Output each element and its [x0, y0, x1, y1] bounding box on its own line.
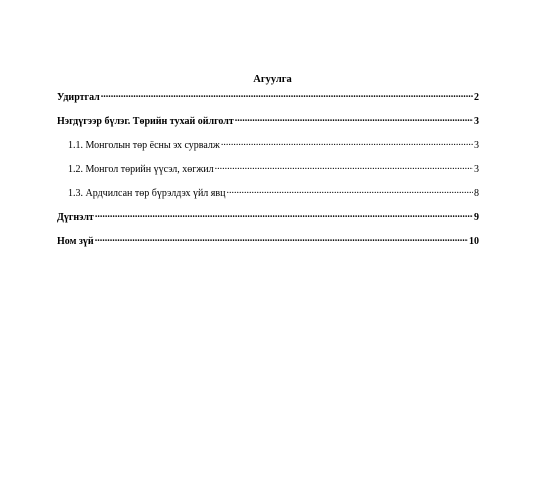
toc-leader-dots [235, 114, 473, 124]
toc-leader-dots [101, 90, 473, 100]
toc-entry-label: Удиртгал [57, 92, 100, 103]
toc-leader-dots [95, 234, 468, 244]
toc-entry-introduction[interactable] [57, 90, 479, 104]
toc-entry-section-1-3[interactable] [68, 186, 479, 200]
toc-entry-page: 10 [469, 236, 479, 247]
toc-entry-section-1-2[interactable] [68, 162, 479, 176]
toc-leader-dots [226, 186, 473, 196]
toc-entry-conclusion[interactable] [57, 210, 479, 224]
toc-entry-page: 3 [474, 164, 479, 175]
toc-entry-label: Ном зүй [57, 236, 94, 247]
toc-entry-bibliography[interactable] [57, 234, 479, 248]
toc-leader-dots [215, 162, 473, 172]
toc-entry-page: 3 [474, 116, 479, 127]
toc-entry-label: 1.2. Монгол төрийн үүсэл, хөгжил [68, 164, 214, 175]
toc-title: Агуулга [253, 74, 292, 85]
toc-leader-dots [95, 210, 473, 220]
toc-entry-page: 9 [474, 212, 479, 223]
toc-leader-dots [221, 138, 473, 148]
toc-entry-label: Дүгнэлт [57, 212, 94, 223]
toc-entry-page: 8 [474, 188, 479, 199]
toc-entry-label: Нэгдүгээр бүлэг. Төрийн тухай ойлголт [57, 116, 234, 127]
toc-entry-section-1-1[interactable] [68, 138, 479, 152]
toc-entry-chapter-1[interactable] [57, 114, 479, 128]
toc-entry-label: 1.1. Монголын төр ёсны эх сурвалж [68, 140, 220, 151]
toc-entry-page: 2 [474, 92, 479, 103]
toc-entry-label: 1.3. Ардчилсан төр бүрэлдэх үйл явц [68, 188, 226, 199]
toc-entry-page: 3 [474, 140, 479, 151]
